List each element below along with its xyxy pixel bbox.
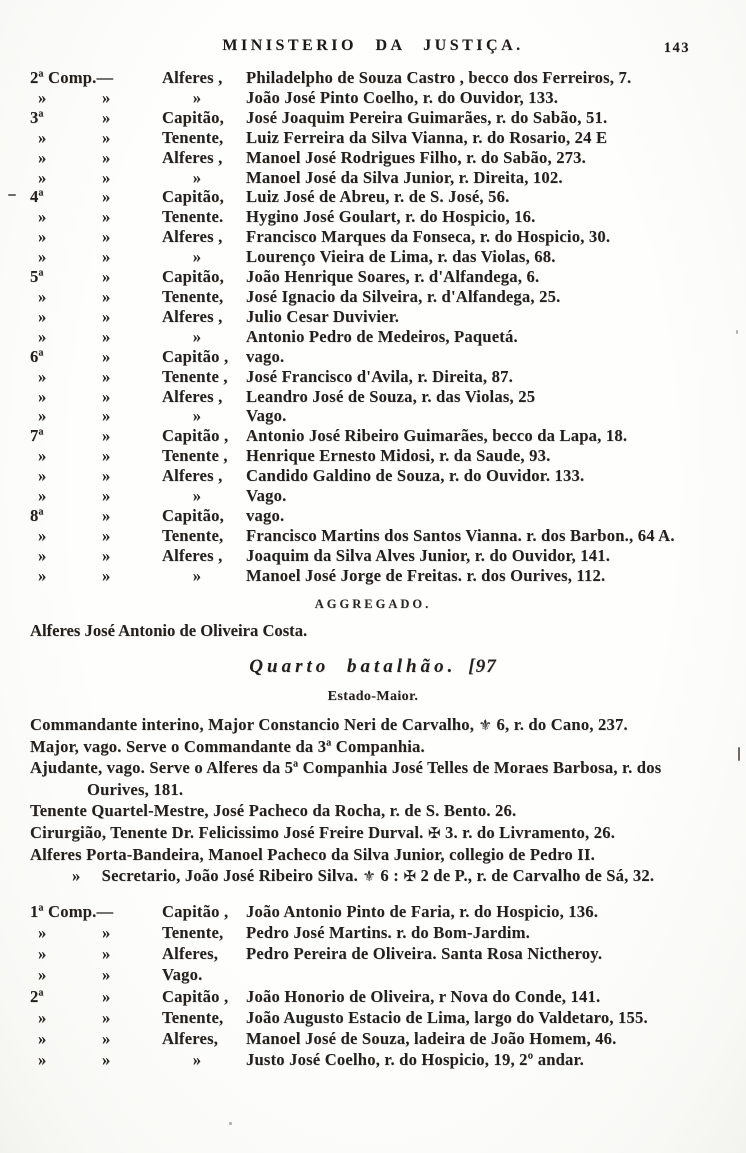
officer-row — [30, 986, 730, 1007]
officer-row — [30, 526, 730, 546]
entry-text: Justo José Coelho, r. do Hospicio, 19, 2º andar. — [246, 1050, 584, 1070]
scan-artifact — [229, 1122, 232, 1125]
company-cell: » — [38, 386, 47, 406]
entry-text: Manoel José da Silva Junior, r. Direita, 102. — [246, 167, 563, 187]
company-cell: » — [38, 1029, 47, 1049]
ditto-cell: » — [102, 167, 111, 187]
ditto-cell: » — [102, 923, 111, 943]
ditto-cell — [100, 901, 162, 922]
ditto-cell: » — [102, 207, 111, 227]
ditto-cell: » — [102, 406, 111, 426]
company-cell: » — [38, 525, 47, 545]
entry-text: Julio Cesar Duvivier. — [246, 306, 400, 326]
rank-cell: » — [192, 247, 202, 267]
ditto-cell: » — [102, 267, 111, 287]
company-cell: » — [38, 306, 47, 326]
ditto-cell: » — [102, 1029, 111, 1049]
entry-text: Lourenço Vieira de Lima, r. das Violas, 68. — [246, 247, 556, 267]
officer-row — [30, 964, 730, 985]
rank-cell: » — [192, 1050, 202, 1070]
rank-cell: Alferes , — [162, 68, 223, 87]
scan-artifact — [8, 194, 16, 196]
company-cell: » — [38, 366, 47, 386]
rank-cell: Capitão, — [162, 187, 224, 207]
company-cell: » — [38, 127, 47, 147]
company-roster-bottom — [30, 901, 730, 1071]
company-cell: 7ª — [30, 426, 44, 446]
ditto-cell: » — [102, 565, 111, 585]
rank-cell: Tenente, — [162, 286, 224, 306]
company-cell: » — [38, 466, 47, 486]
officer-row — [30, 307, 730, 327]
company-cell: 5ª — [30, 267, 44, 287]
officer-row — [30, 506, 730, 526]
entry-text: Manoel José de Souza, ladeira de João Homem, 46. — [246, 1029, 617, 1049]
rank-cell: Tenente , — [162, 446, 228, 466]
company-cell: 1ª Comp.— — [30, 901, 114, 921]
ditto-cell: » — [102, 247, 111, 267]
ditto-cell: » — [102, 107, 111, 127]
officer-row — [30, 1028, 730, 1049]
officer-row — [30, 466, 730, 486]
entry-text: João Honorio de Oliveira, r Nova do Conde, 141. — [246, 986, 601, 1006]
officer-row — [30, 128, 730, 148]
company-cell: 6ª — [30, 346, 44, 366]
ditto-cell: » — [102, 346, 111, 366]
officer-row — [30, 287, 730, 307]
staff-entry: » Secretario, João José Ribeiro Silva. ⚜ 6 : ✠ 2 de P., r. de Carvalho de Sá, 32. — [30, 865, 726, 887]
ditto-cell: » — [102, 466, 111, 486]
entry-text: João José Pinto Coelho, r. do Ouvidor, 133. — [246, 87, 559, 107]
rank-cell: Alferes , — [162, 386, 223, 406]
rank-cell: » — [192, 326, 202, 346]
officer-row — [30, 486, 730, 506]
company-cell: 2ª Comp.— — [30, 68, 114, 87]
ditto-cell: » — [102, 366, 111, 386]
rank-cell: Alferes , — [162, 147, 223, 167]
rank-cell: Capitão , — [162, 901, 229, 921]
entry-text: Vago. — [246, 486, 287, 506]
officer-row — [30, 168, 730, 188]
masthead — [0, 0, 746, 55]
rank-cell: Alferes , — [162, 545, 223, 565]
entry-text: vago. — [246, 346, 285, 366]
entry-text: Pedro José Martins. r. do Bom-Jardim. — [246, 923, 530, 943]
page-number: 143 — [663, 40, 690, 56]
ditto-cell: » — [102, 306, 111, 326]
rank-cell: » — [192, 486, 202, 506]
rank-cell: Tenente, — [162, 525, 224, 545]
staff-entry: Cirurgião, Tenente Dr. Felicissimo José Freire Durval. ✠ 3. r. do Livramento, 26. — [30, 822, 726, 844]
officer-row — [30, 367, 730, 387]
rank-cell: Capitão, — [162, 505, 224, 525]
company-cell: 3ª — [30, 107, 44, 127]
officer-row — [30, 207, 730, 227]
officer-row — [30, 1049, 730, 1070]
rank-cell: Capitão, — [162, 267, 224, 287]
ditto-cell: » — [102, 505, 111, 525]
rank-cell: Capitão , — [162, 986, 229, 1006]
company-cell: 8ª — [30, 505, 44, 525]
company-cell: » — [38, 545, 47, 565]
entry-text: Antonio Pedro de Medeiros, Paquetá. — [246, 326, 518, 346]
rank-cell: Tenente, — [162, 923, 224, 943]
officer-row — [30, 387, 730, 407]
rank-cell: Tenente. — [162, 207, 224, 227]
entry-text: João Augusto Estacio de Lima, largo do Valdetaro, 155. — [246, 1007, 648, 1027]
scan-artifact — [738, 747, 740, 761]
officer-row — [30, 227, 730, 247]
staff-entry: Alferes Porta-Bandeira, Manoel Pacheco da Silva Junior, collegio de Pedro II. — [30, 845, 595, 864]
entry-text: Manoel José Rodrigues Filho, r. do Sabão, 273. — [246, 147, 587, 167]
entry-text: Francisco Martins dos Santos Vianna. r. dos Barbon., 64 A. — [246, 525, 675, 545]
order-cross-icon: ✠ — [403, 867, 417, 886]
ditto-cell: » — [102, 1050, 111, 1070]
ditto-cell: » — [102, 965, 111, 985]
entry-text: Henrique Ernesto Midosi, r. da Saude, 93. — [246, 446, 551, 466]
company-cell: » — [38, 87, 47, 107]
ditto-cell: » — [102, 187, 111, 207]
aggregado-heading: AGGREGADO. — [314, 596, 432, 611]
scan-artifact — [736, 330, 738, 334]
company-cell: » — [38, 247, 47, 267]
officer-row — [30, 247, 730, 267]
ditto-cell: » — [102, 1007, 111, 1027]
officer-row — [30, 901, 730, 922]
ditto-cell: » — [102, 944, 111, 964]
rank-cell: Capitão , — [162, 426, 229, 446]
staff-entry: Tenente Quartel-Mestre, José Pacheco da Rocha, r. de S. Bento. 26. — [30, 801, 517, 821]
officer-row — [30, 267, 730, 287]
rank-cell: Capitão, — [162, 107, 224, 127]
company-cell: » — [38, 486, 47, 506]
rank-cell: Vago. — [162, 965, 203, 985]
entry-text: Philadelpho de Souza Castro , becco dos Ferreiros, 7. — [246, 68, 632, 87]
rank-cell: » — [192, 565, 202, 585]
entry-text: Pedro Pereira de Oliveira. Santa Rosa Nictheroy. — [246, 944, 603, 964]
entry-text: José Ignacio da Silveira, r. d'Alfandega, 25. — [246, 286, 561, 306]
entry-text: Antonio José Ribeiro Guimarães, becco da Lapa, 18. — [246, 426, 628, 446]
rank-cell: Alferes , — [162, 227, 223, 247]
ditto-cell — [100, 68, 162, 88]
company-cell: » — [38, 286, 47, 306]
rank-cell: Alferes , — [162, 306, 223, 326]
officer-row — [30, 347, 730, 367]
ditto-cell: » — [102, 227, 111, 247]
staff-entry: Ajudante, vago. Serve o Alferes da 5ª Companhia José Telles de Moraes Barbosa, r. dos Ourives, 181. — [30, 758, 662, 799]
page-title: MINISTERIO DA JUSTIÇA. — [222, 37, 524, 54]
rank-cell: Alferes, — [162, 1029, 219, 1049]
officer-row — [30, 187, 730, 207]
battalion-heading — [0, 656, 746, 678]
company-cell: » — [38, 167, 47, 187]
entry-text: Luiz Ferreira da Silva Vianna, r. do Rosario, 24 E — [246, 127, 608, 147]
company-cell: » — [38, 406, 47, 426]
ditto-cell: » — [102, 486, 111, 506]
company-cell: » — [38, 1007, 47, 1027]
ditto-cell: » — [102, 986, 111, 1006]
officer-row — [30, 566, 730, 586]
officer-row — [30, 327, 730, 347]
officer-row — [30, 68, 730, 88]
rank-cell: Alferes , — [162, 466, 223, 486]
rank-cell: » — [192, 406, 202, 426]
estado-maior-list — [0, 714, 746, 888]
company-cell: » — [38, 565, 47, 585]
company-cell: » — [38, 944, 47, 964]
entry-text: João Antonio Pinto de Faria, r. do Hospicio, 136. — [246, 901, 599, 921]
entry-text: João Henrique Soares, r. d'Alfandega, 6. — [246, 267, 540, 287]
ditto-cell: » — [102, 446, 111, 466]
company-cell: » — [38, 147, 47, 167]
officer-row — [30, 1007, 730, 1028]
rank-cell: Tenente , — [162, 366, 228, 386]
staff-entry: Major, vago. Serve o Commandante da 3ª Companhia. — [30, 736, 425, 756]
company-cell: » — [38, 1050, 47, 1070]
ditto-cell: » — [102, 147, 111, 167]
entry-text: Candido Galdino de Souza, r. do Ouvidor. 133. — [246, 466, 585, 486]
company-roster-top — [30, 68, 730, 586]
rank-cell: Alferes, — [162, 944, 219, 964]
ditto-cell: » — [102, 525, 111, 545]
rank-cell: » — [192, 87, 202, 107]
officer-row — [30, 546, 730, 566]
officer-row — [30, 88, 730, 108]
company-cell: 2ª — [30, 986, 44, 1006]
company-cell: » — [38, 207, 47, 227]
officer-row — [30, 943, 730, 964]
order-insignia-icon: ⚜ — [478, 715, 493, 734]
officer-row — [30, 922, 730, 943]
battalion-title: Quarto batalhão. — [249, 655, 457, 677]
company-cell: » — [38, 227, 47, 247]
rank-cell: Tenente, — [162, 127, 224, 147]
ditto-cell: » — [102, 127, 111, 147]
ditto-cell: » — [102, 426, 111, 446]
entry-text: Joaquim da Silva Alves Junior, r. do Ouvidor, 141. — [246, 545, 611, 565]
aggregado-entry: Alferes José Antonio de Oliveira Costa. — [30, 620, 308, 640]
ditto-cell: » — [102, 386, 111, 406]
ditto-cell: » — [102, 87, 111, 107]
entry-text: Manoel José Jorge de Freitas. r. dos Ourives, 112. — [246, 565, 606, 585]
company-cell: » — [38, 326, 47, 346]
officer-row — [30, 148, 730, 168]
staff-entry: Commandante interino, Major Constancio Neri de Carvalho, ⚜ 6, r. do Cano, 237. — [30, 714, 726, 736]
company-cell: » — [38, 923, 47, 943]
battalion-page-ref: [97 — [468, 655, 497, 677]
entry-text: Luiz José de Abreu, r. de S. José, 56. — [246, 187, 510, 207]
entry-text: vago. — [246, 505, 285, 525]
order-insignia-icon: ⚜ — [362, 867, 377, 886]
entry-text: José Francisco d'Avila, r. Direita, 87. — [246, 366, 513, 386]
ditto-cell: » — [102, 326, 111, 346]
entry-text: Francisco Marques da Fonseca, r. do Hospicio, 30. — [246, 227, 611, 247]
officer-row — [30, 406, 730, 426]
company-cell: » — [38, 446, 47, 466]
entry-text: Hygino José Goulart, r. do Hospicio, 16. — [246, 207, 536, 227]
rank-cell: » — [192, 167, 202, 187]
ditto-cell: » — [102, 286, 111, 306]
entry-text: José Joaquim Pereira Guimarães, r. do Sabão, 51. — [246, 107, 608, 127]
rank-cell: Tenente, — [162, 1007, 224, 1027]
rank-cell: Capitão , — [162, 346, 229, 366]
officer-row — [30, 426, 730, 446]
entry-text: Vago. — [246, 406, 287, 426]
company-cell: 4ª — [30, 187, 44, 207]
order-cross-icon: ✠ — [427, 823, 441, 842]
entry-text — [246, 964, 730, 985]
company-cell: » — [38, 965, 47, 985]
officer-row — [30, 446, 730, 466]
officer-row — [30, 108, 730, 128]
entry-text: Leandro José de Souza, r. das Violas, 25 — [246, 386, 536, 406]
ditto-cell: » — [102, 545, 111, 565]
staff-heading: Estado-Maior. — [327, 688, 419, 704]
